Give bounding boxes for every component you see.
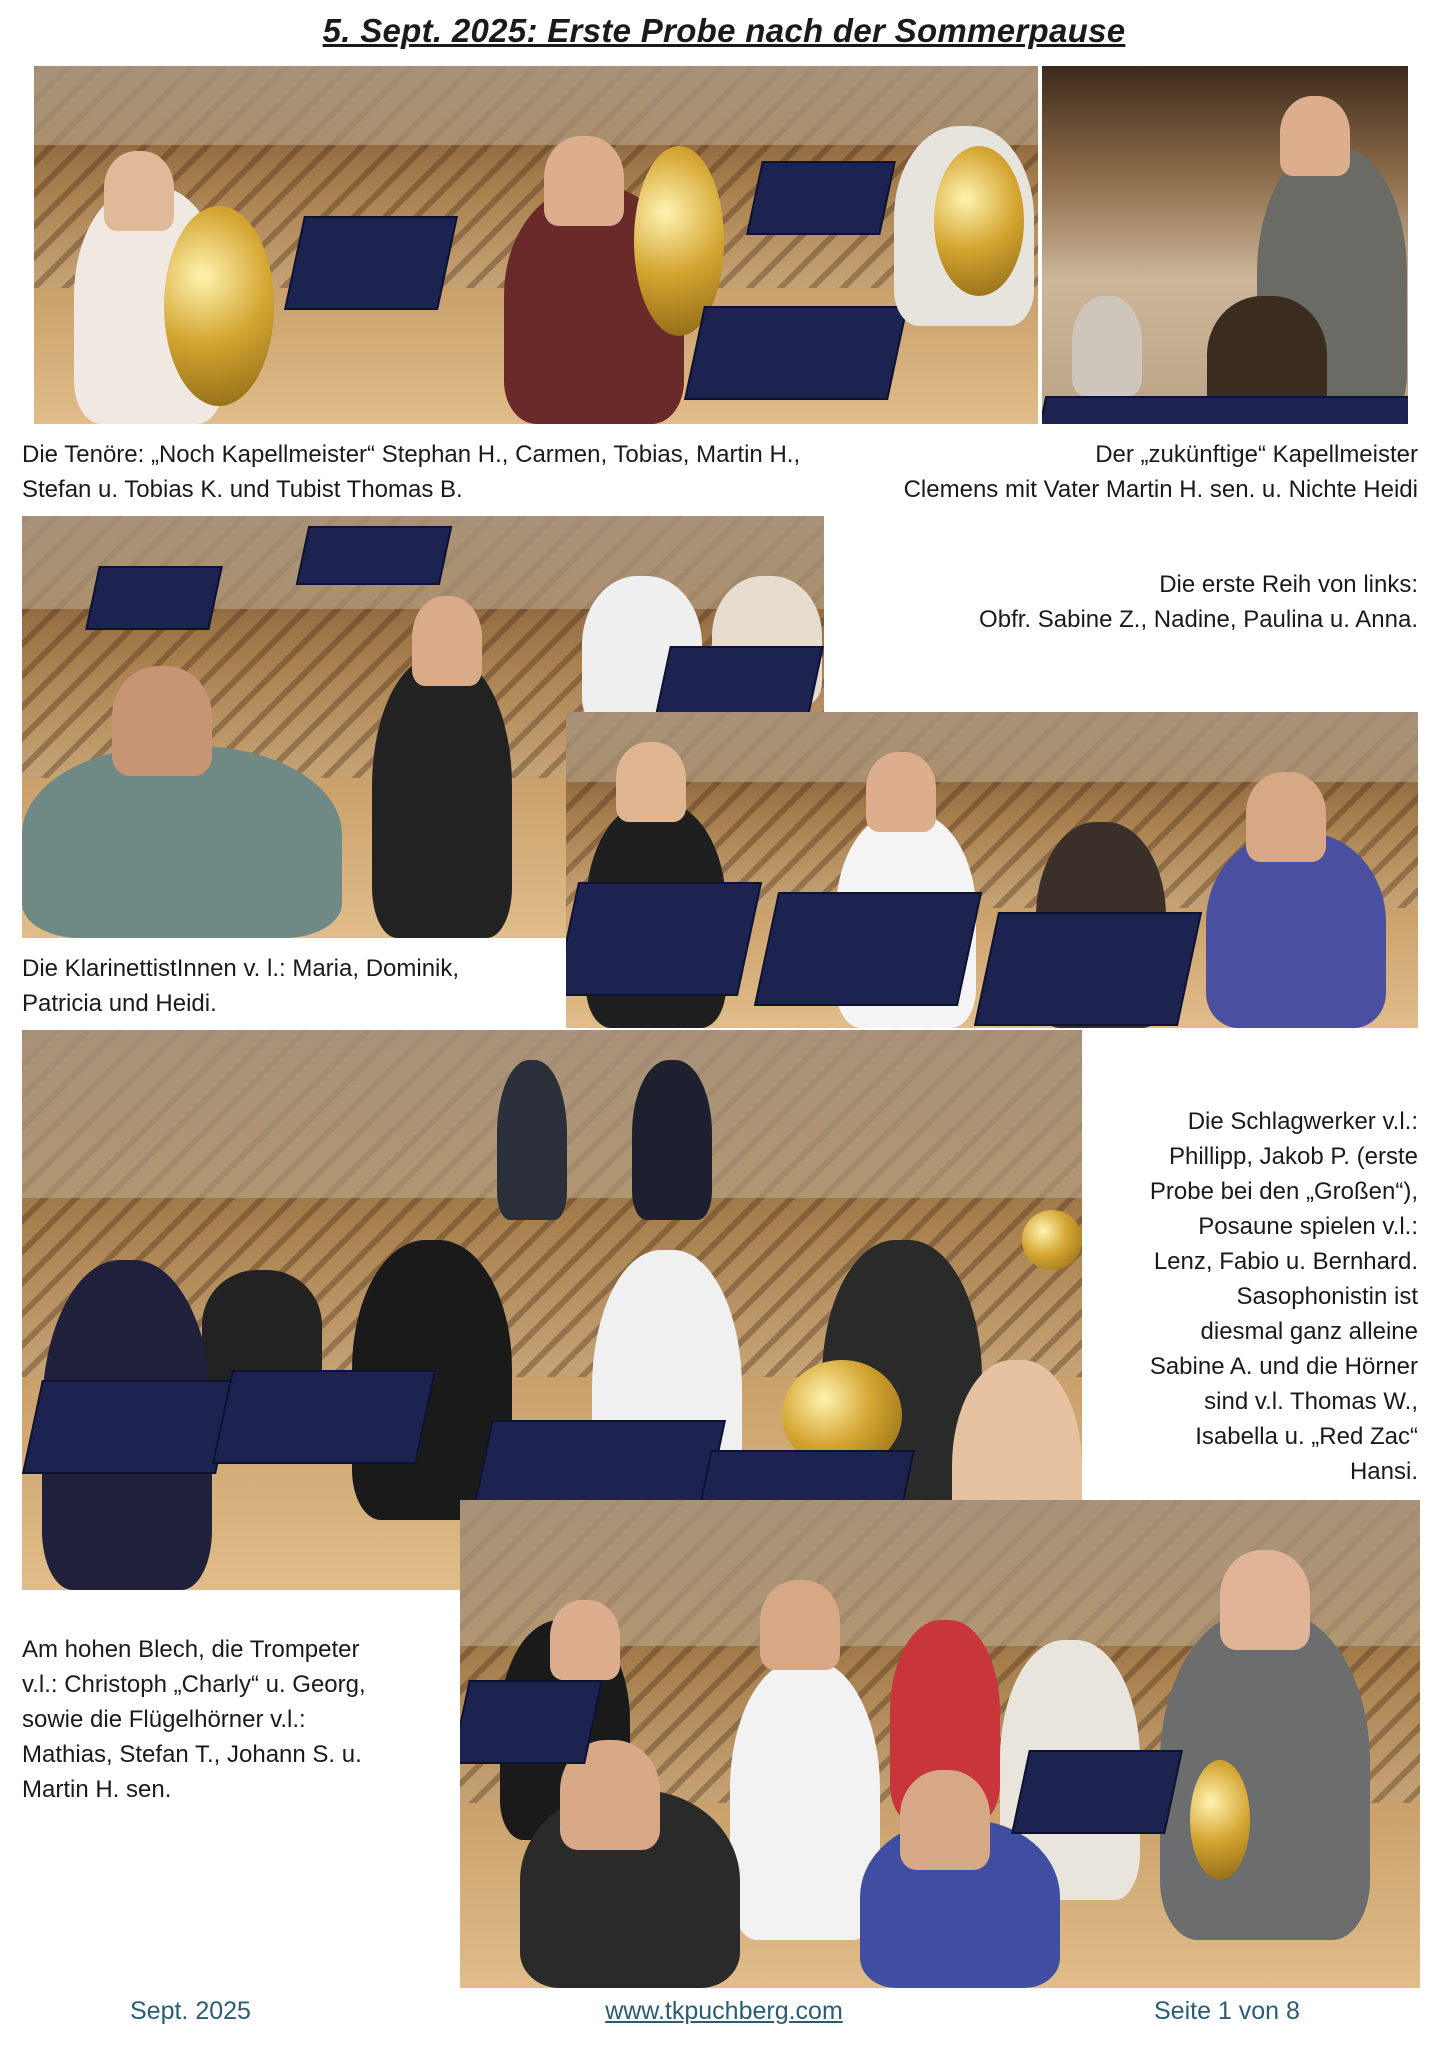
caption-percussion-line-9: sind v.l. Thomas W., [1204,1388,1418,1415]
page-title: 5. Sept. 2025: Erste Probe nach der Sommerpause [322,12,1126,49]
caption-percussion-line-8: Sabine A. und die Hörner [1149,1353,1418,1380]
caption-trumpets-line-2: v.l.: Christoph „Charly“ u. Georg, [22,1671,366,1698]
caption-clarinets [22,951,562,1021]
footer-website-link[interactable]: www.tkpuchberg.com [605,1997,843,2025]
caption-first-row [840,567,1418,637]
caption-percussion-line-7: diesmal ganz alleine [1200,1318,1418,1345]
photo-conductor [1042,66,1408,424]
caption-conductor-line-1: Der „zukünftige“ Kapellmeister [1095,441,1418,468]
caption-trumpets-line-5: Martin H. sen. [22,1776,172,1803]
caption-clarinets-line-1: Die KlarinettistInnen v. l.: Maria, Dominik, [22,955,460,982]
footer-page-number: Seite 1 von 8 [1154,1997,1300,2025]
caption-percussion-line-10: Isabella u. „Red Zac“ [1195,1423,1418,1450]
caption-clarinets-line-2: Patricia und Heidi. [22,990,217,1017]
caption-tenors-line-1: Die Tenöre: „Noch Kapellmeister“ Stephan H., Carmen, Tobias, Martin H., [22,441,801,468]
caption-percussion-line-3: Probe bei den „Großen“), [1149,1178,1418,1205]
caption-percussion-line-1: Die Schlagwerker v.l.: [1187,1108,1418,1135]
caption-trumpets [22,1632,452,1807]
caption-percussion-line-2: Phillipp, Jakob P. (erste [1168,1143,1418,1170]
caption-percussion-line-6: Sasophonistin ist [1236,1283,1418,1310]
caption-percussion [1090,1104,1418,1489]
caption-conductor [760,437,1418,507]
caption-first-row-line-1: Die erste Reih von links: [1159,571,1418,598]
photo-trumpets [460,1500,1420,1988]
caption-percussion-line-5: Lenz, Fabio u. Bernhard. [1153,1248,1418,1275]
caption-trumpets-line-3: sowie die Flügelhörner v.l.: [22,1706,306,1733]
caption-first-row-line-2: Obfr. Sabine Z., Nadine, Paulina u. Anna. [979,606,1418,633]
caption-conductor-line-2: Clemens mit Vater Martin H. sen. u. Nichte Heidi [903,476,1418,503]
caption-percussion-line-11: Hansi. [1349,1458,1418,1485]
caption-trumpets-line-4: Mathias, Stefan T., Johann S. u. [22,1741,362,1768]
photo-clarinets [566,712,1418,1028]
caption-tenors-line-2: Stefan u. Tobias K. und Tubist Thomas B. [22,476,463,503]
caption-percussion-line-4: Posaune spielen v.l.: [1198,1213,1418,1240]
footer-date: Sept. 2025 [130,1997,251,2025]
photo-tenors [34,66,1038,424]
caption-trumpets-line-1: Am hohen Blech, die Trompeter [22,1636,360,1663]
